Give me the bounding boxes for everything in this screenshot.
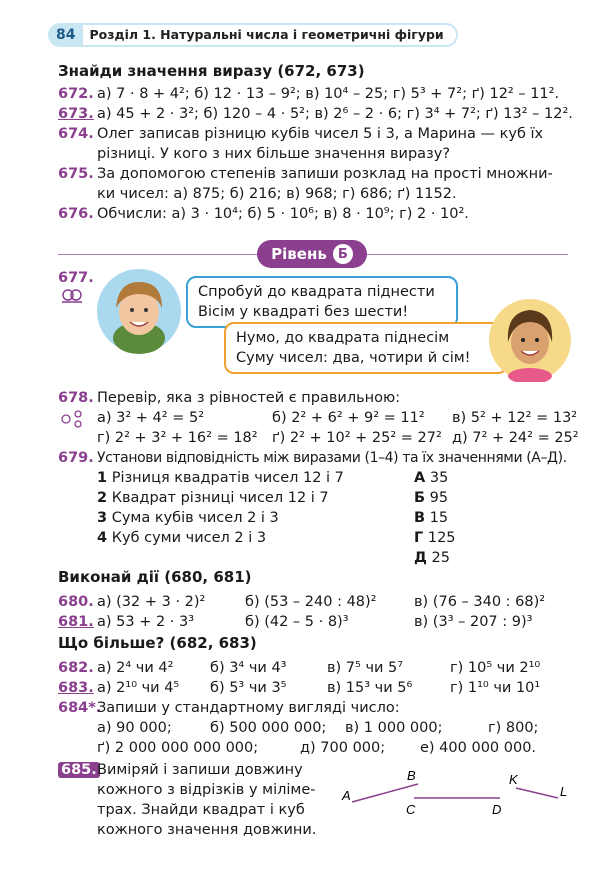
problem-681-c: в) (3³ – 207 : 9)³ bbox=[414, 614, 533, 630]
match-item bbox=[97, 528, 266, 548]
problem-675-text: За допомогою степенів запиши розклад на прості множни- bbox=[97, 166, 553, 182]
problem-678-a: а) 3² + 4² = 5² bbox=[97, 410, 205, 426]
problem-674-text-2: різниці. У кого з них більше значення виразу? bbox=[97, 146, 451, 162]
label-a: A bbox=[342, 788, 351, 803]
problem-677 bbox=[58, 268, 94, 288]
girl-avatar bbox=[488, 298, 572, 382]
problem-683-d: г) 1¹⁰ чи 10¹ bbox=[450, 680, 541, 696]
match-item-text: Квадрат різниці чисел 12 і 7 bbox=[111, 490, 329, 506]
problem-675 bbox=[58, 164, 94, 184]
problem-684 bbox=[58, 698, 101, 718]
match-answer-letter: Б bbox=[414, 490, 426, 506]
match-answer-letter: Г bbox=[414, 530, 424, 546]
chapter-title: Розділ 1. Натуральні числа і геометричні фігури bbox=[83, 23, 457, 47]
problem-685-text-4: кожного значення довжини. bbox=[97, 822, 317, 838]
problem-673 bbox=[58, 104, 94, 124]
match-item-number: 1 bbox=[97, 470, 108, 486]
problem-679 bbox=[58, 448, 94, 468]
problem-678 bbox=[58, 388, 94, 408]
problem-678-text: Перевір, яка з рівностей є правильною: bbox=[97, 390, 401, 406]
match-item bbox=[97, 488, 329, 508]
bubble-line: Суму чисел: два, чотири й сім! bbox=[236, 350, 471, 366]
problem-684-b: б) 500 000 000; bbox=[210, 720, 327, 736]
problem-680-a: а) (32 + 3 · 2)² bbox=[97, 594, 206, 610]
problem-676-text: Обчисли: а) 3 · 10⁴; б) 5 · 10⁶; в) 8 · 10⁹; г) 2 · 10². bbox=[97, 206, 469, 222]
problem-678-v: в) 5² + 12² = 13² bbox=[452, 410, 578, 426]
segment-kl bbox=[516, 788, 558, 798]
problem-number: 675. bbox=[58, 166, 94, 182]
segment-ab bbox=[352, 784, 418, 802]
problem-682-d: г) 10⁵ чи 2¹⁰ bbox=[450, 660, 541, 676]
problem-number: 679. bbox=[58, 450, 94, 466]
problem-681-a: а) 53 + 2 · 3³ bbox=[97, 614, 195, 630]
problem-683-a: а) 2¹⁰ чи 4⁵ bbox=[97, 680, 180, 696]
match-answer-value: 125 bbox=[427, 530, 456, 546]
problem-674 bbox=[58, 124, 94, 144]
problem-684-text: Запиши у стандартному вигляді число: bbox=[97, 700, 400, 716]
label-b: B bbox=[407, 768, 416, 783]
problem-679-text: Установи відповідність між виразами (1–4) та їх значеннями (А–Д). bbox=[97, 450, 567, 466]
problem-683-c: в) 15³ чи 5⁶ bbox=[327, 680, 413, 696]
match-answer-letter: В bbox=[414, 510, 426, 526]
match-answer bbox=[414, 488, 448, 508]
problem-680-c: в) (76 – 340 : 68)² bbox=[414, 594, 546, 610]
problem-685-text-2: кожного з відрізків у міліме- bbox=[97, 782, 316, 798]
problem-680 bbox=[58, 592, 94, 612]
match-answer bbox=[414, 528, 456, 548]
match-item-text: Куб суми чисел 2 і 3 bbox=[111, 530, 267, 546]
problem-674-text: Олег записав різницю кубів чисел 5 і 3, а Марина — куб їх bbox=[97, 126, 544, 142]
label-c: C bbox=[406, 802, 416, 817]
problem-number: 685. bbox=[58, 762, 100, 778]
section-title-1: Знайди значення виразу (672, 673) bbox=[58, 62, 365, 80]
match-answer-value: 15 bbox=[429, 510, 449, 526]
problem-684-a: а) 90 000; bbox=[97, 720, 172, 736]
match-answer bbox=[414, 468, 448, 488]
match-answer bbox=[414, 508, 448, 528]
match-item-text: Сума кубів чисел 2 і 3 bbox=[111, 510, 279, 526]
problem-number: 673. bbox=[58, 106, 94, 122]
problem-678-d: д) 7² + 24² = 25² bbox=[452, 430, 579, 446]
problem-number: 678. bbox=[58, 390, 94, 406]
problem-682-a: а) 2⁴ чи 4² bbox=[97, 660, 174, 676]
problem-682 bbox=[58, 658, 94, 678]
problem-685 bbox=[58, 760, 100, 780]
segments-figure bbox=[330, 762, 580, 822]
problem-684-e: е) 400 000 000. bbox=[420, 740, 537, 756]
problem-678-g: г) 2² + 3² + 16² = 18² bbox=[97, 430, 258, 446]
match-item-number: 2 bbox=[97, 490, 108, 506]
speech-bubble-girl bbox=[224, 322, 508, 374]
problem-680-b: б) (53 – 240 : 48)² bbox=[245, 594, 377, 610]
problem-number: 684*. bbox=[58, 700, 102, 716]
section-title-3: Що більше? (682, 683) bbox=[58, 634, 257, 652]
compare-icon bbox=[60, 410, 84, 428]
problem-685-text-3: трах. Знайди квадрат і куб bbox=[97, 802, 305, 818]
problem-672 bbox=[58, 84, 94, 104]
problem-676 bbox=[58, 204, 94, 224]
problem-number: 677. bbox=[58, 270, 94, 286]
problem-681 bbox=[58, 612, 94, 632]
page-header bbox=[48, 23, 458, 47]
problem-number: 680. bbox=[58, 594, 94, 610]
problem-number: 681. bbox=[58, 614, 94, 630]
problem-684-c: в) 1 000 000; bbox=[345, 720, 443, 736]
match-item-number: 4 bbox=[97, 530, 108, 546]
problem-682-b: б) 3⁴ чи 4³ bbox=[210, 660, 287, 676]
problem-681-b: б) (42 – 5 · 8)³ bbox=[245, 614, 349, 630]
match-item bbox=[97, 508, 279, 528]
problem-678-gg: ґ) 2² + 10² + 25² = 27² bbox=[272, 430, 442, 446]
label-l: L bbox=[560, 784, 568, 799]
problem-673-text: а) 45 + 2 · 3²; б) 120 – 4 · 5²; в) 2⁶ – 2 · 6; г) 3⁴ + 7²; ґ) 13² – 12². bbox=[97, 106, 573, 122]
problem-684-d: г) 800; bbox=[488, 720, 539, 736]
match-answer-letter: А bbox=[414, 470, 426, 486]
problem-672-text: а) 7 · 8 + 4²; б) 12 · 13 – 9²; в) 10⁴ – 25; г) 5³ + 7²; ґ) 12² – 11². bbox=[97, 86, 560, 102]
problem-683 bbox=[58, 678, 94, 698]
match-answer-value: 35 bbox=[429, 470, 449, 486]
problem-678-b: б) 2² + 6² + 9² = 11² bbox=[272, 410, 425, 426]
speech-bubble-boy bbox=[186, 276, 458, 328]
bubble-line: Вісім у квадраті без шести! bbox=[198, 304, 409, 320]
section-title-2: Виконай дії (680, 681) bbox=[58, 568, 252, 586]
page-number: 84 bbox=[48, 23, 83, 47]
problem-number: 683. bbox=[58, 680, 94, 696]
problem-684-dd: д) 700 000; bbox=[300, 740, 386, 756]
problem-675-text-2: ки чисел: а) 875; б) 216; в) 968; г) 686; ґ) 1152. bbox=[97, 186, 457, 202]
label-k: K bbox=[509, 772, 518, 787]
problem-number: 676. bbox=[58, 206, 94, 222]
problem-number: 674. bbox=[58, 126, 94, 142]
level-letter: Б bbox=[333, 244, 353, 264]
problem-number: 682. bbox=[58, 660, 94, 676]
match-item bbox=[97, 468, 344, 488]
boy-avatar bbox=[96, 268, 182, 354]
problem-684-gg: ґ) 2 000 000 000 000; bbox=[97, 740, 259, 756]
match-answer bbox=[414, 548, 450, 568]
bubble-line: Спробуй до квадрата піднести bbox=[198, 284, 435, 300]
level-label: Рівень bbox=[271, 245, 327, 263]
match-answer-value: 25 bbox=[431, 550, 450, 566]
match-answer-value: 95 bbox=[429, 490, 449, 506]
level-badge bbox=[257, 240, 367, 268]
problem-682-c: в) 7⁵ чи 5⁷ bbox=[327, 660, 404, 676]
label-d: D bbox=[492, 802, 502, 817]
match-item-number: 3 bbox=[97, 510, 108, 526]
problem-number: 672. bbox=[58, 86, 94, 102]
group-work-icon bbox=[60, 288, 84, 304]
match-answer-letter: Д bbox=[414, 550, 427, 566]
problem-683-b: б) 5³ чи 3⁵ bbox=[210, 680, 287, 696]
bubble-line: Нумо, до квадрата піднесім bbox=[236, 330, 450, 346]
problem-685-text-1: Виміряй і запиши довжину bbox=[97, 762, 303, 778]
match-item-text: Різниця квадратів чисел 12 і 7 bbox=[111, 470, 344, 486]
